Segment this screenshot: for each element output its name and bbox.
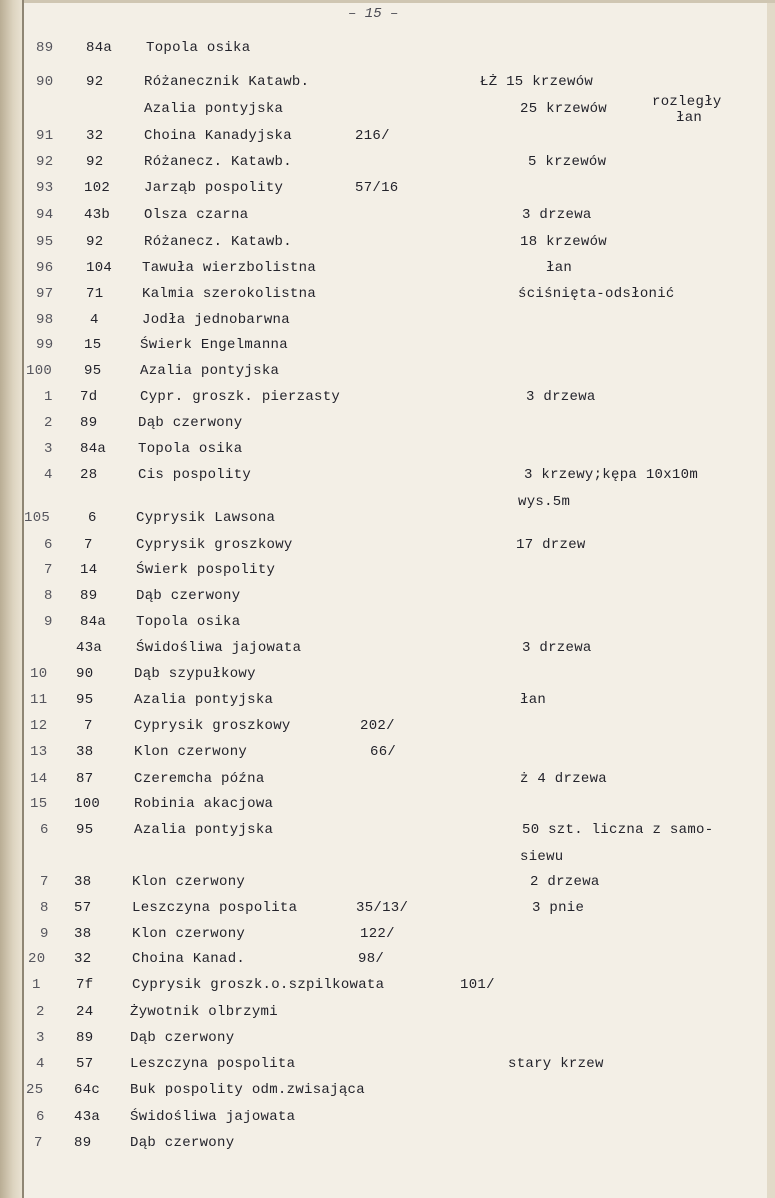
row-species-name: Różanecz. Katawb. — [144, 234, 292, 250]
row-species-name: Azalia pontyjska — [134, 692, 274, 708]
row-number: 9 — [44, 614, 53, 630]
row-number: 7 — [44, 562, 53, 578]
row-species-name: Żywotnik olbrzymi — [130, 1004, 278, 1020]
row-number: 98 — [36, 312, 54, 328]
row-number: 15 — [30, 796, 48, 812]
row-note: 3 pnie — [532, 900, 585, 916]
row-note: 3 drzewa — [522, 207, 592, 223]
row-measurement: 57/16 — [355, 180, 399, 196]
row-plot: 89 — [80, 588, 98, 604]
row-number: 20 — [28, 951, 46, 967]
row-plot: 7d — [80, 389, 98, 405]
row-measurement: 66/ — [370, 744, 397, 760]
row-plot: 89 — [76, 1030, 94, 1046]
row-note: 50 szt. liczna z samo- — [522, 822, 714, 838]
row-number: 10 — [30, 666, 48, 682]
row-species-name: Topola osika — [138, 441, 243, 457]
row-note: stary krzew — [508, 1056, 604, 1072]
row-plot: 89 — [80, 415, 98, 431]
row-number: 3 — [36, 1030, 45, 1046]
row-number: 97 — [36, 286, 54, 302]
row-plot: 84a — [86, 40, 113, 56]
row-species-name: Cis pospolity — [138, 467, 252, 483]
row-species-name: Cypr. groszk. pierzasty — [140, 389, 341, 405]
row-number: 9 — [40, 926, 49, 942]
row-species-name: Tawuła wierzbolistna — [142, 260, 317, 276]
row-species-name: Azalia pontyjska — [144, 101, 284, 117]
row-measurement: 122/ — [360, 926, 395, 942]
row-note: ż 4 drzewa — [520, 771, 608, 787]
row-number: 4 — [36, 1056, 45, 1072]
row-species-name: Jodła jednobarwna — [142, 312, 290, 328]
row-measurement: 98/ — [358, 951, 385, 967]
row-measurement: 35/13/ — [356, 900, 409, 916]
row-species-name: Buk pospolity odm.zwisająca — [130, 1082, 365, 1098]
row-species-name: Leszczyna pospolita — [132, 900, 298, 916]
row-plot: 104 — [86, 260, 113, 276]
row-plot: 15 — [84, 337, 102, 353]
row-number: 100 — [26, 363, 53, 379]
row-plot: 84a — [80, 441, 107, 457]
row-number: 105 — [24, 510, 51, 526]
row-note: 2 drzewa — [530, 874, 600, 890]
row-species-name: Kalmia szerokolistna — [142, 286, 317, 302]
row-plot: 57 — [74, 900, 92, 916]
row-species-name: Cyprysik groszk.o.szpilkowata — [132, 977, 385, 993]
row-plot: 43a — [74, 1109, 101, 1125]
side-note-line-1: rozległy — [652, 94, 722, 110]
page-number: – 15 – — [348, 6, 399, 22]
row-measurement: 101/ — [460, 977, 495, 993]
row-species-name: Cyprysik Lawsona — [136, 510, 276, 526]
binding-edge — [0, 0, 22, 1198]
row-species-name: Azalia pontyjska — [140, 363, 280, 379]
row-plot: 100 — [74, 796, 101, 812]
row-species-name: Świdośliwa jajowata — [130, 1109, 296, 1125]
row-species-name: Topola osika — [136, 614, 241, 630]
row-number: 14 — [30, 771, 48, 787]
row-number: 7 — [34, 1135, 43, 1151]
row-number: 2 — [44, 415, 53, 431]
row-plot: 43a — [76, 640, 103, 656]
row-note: 3 krzewy;kępa 10x10m — [524, 467, 699, 483]
row-plot: 57 — [76, 1056, 94, 1072]
row-number: 91 — [36, 128, 54, 144]
row-plot: 95 — [76, 692, 94, 708]
right-edge — [767, 0, 775, 1198]
row-plot: 95 — [76, 822, 94, 838]
top-edge — [24, 0, 775, 3]
row-number: 2 — [36, 1004, 45, 1020]
row-number: 8 — [40, 900, 49, 916]
row-species-name: Dąb czerwony — [130, 1030, 235, 1046]
row-note: 25 krzewów — [520, 101, 608, 117]
row-number: 6 — [44, 537, 53, 553]
row-species-name: Dąb czerwony — [130, 1135, 235, 1151]
row-number: 4 — [44, 467, 53, 483]
row-measurement: 202/ — [360, 718, 395, 734]
row-species-name: Różanecznik Katawb. — [144, 74, 310, 90]
row-species-name: Cyprysik groszkowy — [134, 718, 291, 734]
row-plot: 7 — [84, 718, 93, 734]
row-note: ŁŻ 15 krzewów — [480, 74, 594, 90]
row-plot: 32 — [74, 951, 92, 967]
margin-line — [22, 0, 24, 1198]
row-note: 5 krzewów — [528, 154, 607, 170]
row-species-name: Czeremcha późna — [134, 771, 265, 787]
row-number: 13 — [30, 744, 48, 760]
row-note: łan — [520, 692, 547, 708]
row-number: 93 — [36, 180, 54, 196]
row-number: 6 — [40, 822, 49, 838]
row-species-name: Świerk pospolity — [136, 562, 276, 578]
row-number: 92 — [36, 154, 54, 170]
row-plot: 38 — [76, 744, 94, 760]
row-species-name: Klon czerwony — [134, 744, 248, 760]
row-note: 3 drzewa — [526, 389, 596, 405]
row-plot: 89 — [74, 1135, 92, 1151]
row-number: 90 — [36, 74, 54, 90]
row-number: 3 — [44, 441, 53, 457]
row-plot: 84a — [80, 614, 107, 630]
row-plot: 7 — [84, 537, 93, 553]
row-plot: 24 — [76, 1004, 94, 1020]
row-number: 1 — [32, 977, 41, 993]
row-plot: 95 — [84, 363, 102, 379]
row-number: 96 — [36, 260, 54, 276]
row-species-name: Choina Kanadyjska — [144, 128, 292, 144]
row-species-name: Azalia pontyjska — [134, 822, 274, 838]
row-note: 3 drzewa — [522, 640, 592, 656]
row-measurement: 216/ — [355, 128, 390, 144]
row-note: łan — [546, 260, 573, 276]
row-plot: 92 — [86, 154, 104, 170]
row-note: wys.5m — [518, 494, 571, 510]
row-note: 17 drzew — [516, 537, 586, 553]
row-number: 89 — [36, 40, 54, 56]
row-number: 11 — [30, 692, 48, 708]
row-species-name: Dąb czerwony — [136, 588, 241, 604]
row-number: 6 — [36, 1109, 45, 1125]
row-number: 94 — [36, 207, 54, 223]
row-plot: 38 — [74, 926, 92, 942]
row-species-name: Jarząb pospolity — [144, 180, 284, 196]
row-plot: 92 — [86, 74, 104, 90]
row-species-name: Choina Kanad. — [132, 951, 246, 967]
row-note: ściśnięta-odsłonić — [518, 286, 675, 302]
row-plot: 28 — [80, 467, 98, 483]
row-number: 7 — [40, 874, 49, 890]
row-species-name: Dąb czerwony — [138, 415, 243, 431]
row-number: 8 — [44, 588, 53, 604]
row-number: 1 — [44, 389, 53, 405]
row-species-name: Olsza czarna — [144, 207, 249, 223]
row-plot: 7f — [76, 977, 94, 993]
row-plot: 4 — [90, 312, 99, 328]
row-species-name: Klon czerwony — [132, 926, 246, 942]
row-species-name: Świerk Engelmanna — [140, 337, 288, 353]
row-species-name: Świdośliwa jajowata — [136, 640, 302, 656]
row-plot: 87 — [76, 771, 94, 787]
side-note-line-2: łan — [676, 110, 703, 126]
row-species-name: Różanecz. Katawb. — [144, 154, 292, 170]
row-number: 99 — [36, 337, 54, 353]
row-plot: 64c — [74, 1082, 101, 1098]
row-note: siewu — [520, 849, 564, 865]
row-plot: 38 — [74, 874, 92, 890]
row-species-name: Robinia akacjowa — [134, 796, 274, 812]
row-plot: 90 — [76, 666, 94, 682]
row-plot: 92 — [86, 234, 104, 250]
row-species-name: Klon czerwony — [132, 874, 246, 890]
row-plot: 71 — [86, 286, 104, 302]
row-species-name: Cyprysik groszkowy — [136, 537, 293, 553]
row-plot: 102 — [84, 180, 111, 196]
row-plot: 14 — [80, 562, 98, 578]
row-plot: 6 — [88, 510, 97, 526]
row-note: 18 krzewów — [520, 234, 608, 250]
row-number: 12 — [30, 718, 48, 734]
row-species-name: Topola osika — [146, 40, 251, 56]
row-species-name: Leszczyna pospolita — [130, 1056, 296, 1072]
row-number: 25 — [26, 1082, 44, 1098]
row-plot: 32 — [86, 128, 104, 144]
row-species-name: Dąb szypułkowy — [134, 666, 256, 682]
row-number: 95 — [36, 234, 54, 250]
row-plot: 43b — [84, 207, 111, 223]
